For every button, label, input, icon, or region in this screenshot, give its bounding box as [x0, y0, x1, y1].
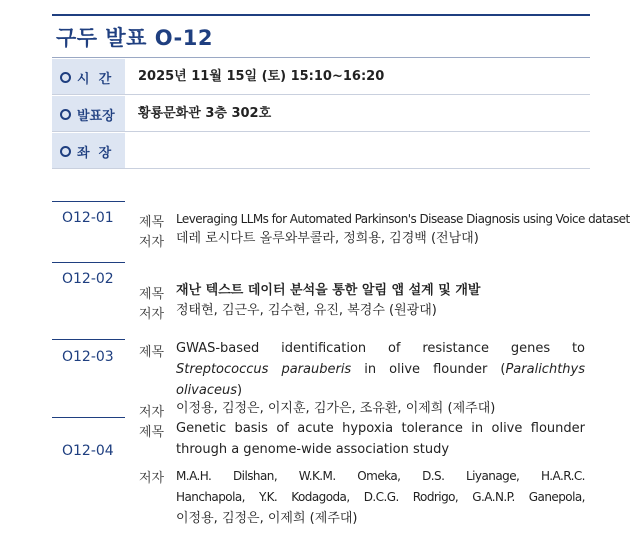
author-word: D.S. — [422, 469, 445, 483]
paper-separator — [52, 417, 125, 418]
authors-line: 이정용, 김정은, 이제희 (제주대) — [176, 511, 358, 526]
header-bottom-rule — [52, 57, 590, 58]
paper-code: O12-03 — [62, 349, 114, 365]
chair-row — [52, 133, 590, 169]
author-word: Dilshan, — [232, 469, 278, 483]
author-word: H.A.R.C. — [540, 469, 585, 483]
venue-value: 황룡문화관 3층 302호 — [138, 106, 272, 121]
venue-row — [52, 96, 590, 132]
author-word: M.A.H. — [176, 469, 212, 483]
authors-line — [176, 466, 585, 487]
paper-authors: 정태현, 김근우, 김수현, 유진, 복경수 (원광대) — [176, 303, 437, 318]
paper-title: 재난 텍스트 데이터 분석을 통한 알림 앱 설계 및 개발 — [176, 283, 481, 298]
species-name: Streptococcus parauberis — [176, 362, 352, 377]
author-word: G.A.N.P. — [472, 490, 515, 504]
time-value: 2025년 11월 15일 (토) 15:10~16:20 — [138, 69, 385, 84]
paper-separator — [52, 262, 125, 263]
row-divider — [52, 131, 590, 132]
authors-label: 저자 — [139, 307, 165, 322]
paper-code: O12-01 — [62, 210, 114, 226]
title-label: 제목 — [139, 215, 165, 230]
paper-title — [176, 338, 585, 401]
venue-label-cell — [52, 96, 125, 132]
paper-code: O12-02 — [62, 271, 114, 287]
authors-label: 저자 — [139, 235, 165, 250]
title-label: 제목 — [139, 425, 165, 440]
header-top-rule — [52, 14, 590, 16]
chair-label-cell — [52, 133, 125, 169]
title-label: 제목 — [139, 345, 165, 360]
circle-bullet-icon — [60, 146, 71, 157]
title-label: 제목 — [139, 287, 165, 302]
title-part: in olive flounder ( — [351, 362, 506, 377]
paper-separator — [52, 201, 125, 202]
authors-label: 저자 — [139, 405, 165, 420]
author-word: Liyanage, — [466, 469, 520, 483]
author-word: Y.K. — [259, 490, 278, 504]
paper-authors — [176, 466, 585, 529]
author-word: W.K.M. — [298, 469, 336, 483]
paper-authors: 데레 로시다트 올루와부콜라, 정희용, 김경백 (전남대) — [176, 231, 479, 246]
title-part: GWAS-based identification of resistance genes to — [176, 341, 585, 356]
time-label: 시 간 — [77, 71, 112, 87]
author-word: D.C.G. — [363, 490, 399, 504]
time-row — [52, 59, 590, 95]
time-label-cell — [52, 59, 125, 95]
author-word: Kodagoda, — [291, 490, 350, 504]
row-divider — [52, 94, 590, 95]
paper-authors: 이정용, 김정은, 이지훈, 김가은, 조유환, 이제희 (제주대) — [176, 401, 496, 416]
paper-code: O12-04 — [62, 443, 114, 459]
paper-separator — [52, 339, 125, 340]
chair-label: 좌 장 — [77, 145, 112, 161]
authors-label: 저자 — [139, 471, 165, 486]
author-word: Hanchapola, — [176, 490, 245, 504]
author-word: Rodrigo, — [412, 490, 459, 504]
species-name: Paralichthys olivaceus — [176, 362, 585, 398]
authors-line — [176, 487, 585, 508]
session-title: 구두 발표 O-12 — [56, 26, 213, 50]
title-part: ) — [237, 383, 243, 398]
circle-bullet-icon — [60, 109, 71, 120]
paper-title: Leveraging LLMs for Automated Parkinson's Disease Diagnosis using Voice dataset — [176, 212, 630, 226]
venue-label: 발표장 — [77, 108, 115, 124]
author-word: Ganepola, — [528, 490, 585, 504]
circle-bullet-icon — [60, 72, 71, 83]
row-divider — [52, 168, 590, 169]
paper-title: Genetic basis of acute hypoxia tolerance in olive flounder through a genome-wide association study — [176, 421, 585, 457]
author-word: Omeka, — [357, 469, 401, 483]
